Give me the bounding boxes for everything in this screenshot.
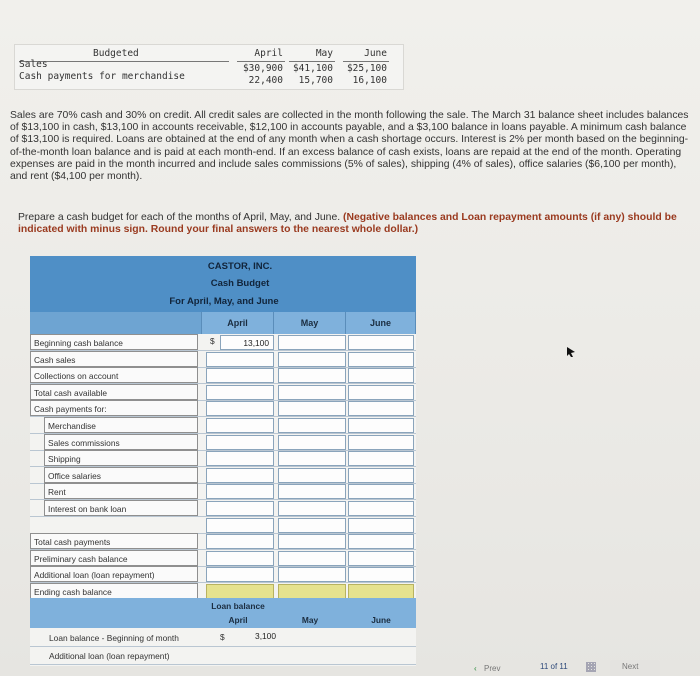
budget-month-may: May	[315, 48, 333, 59]
prev-button[interactable]: Prev	[484, 664, 501, 673]
budget-header-label: Budgeted	[93, 48, 139, 59]
amount-input[interactable]	[278, 335, 346, 350]
cash-budget-row	[30, 517, 416, 534]
task-bold-note: (Negative balances and Loan repayment amounts (if any) should be indicated with minus sign. Round your final answers to the nearest whole dollar.)	[18, 212, 677, 235]
budget-sales-may: $41,100	[292, 63, 333, 74]
cash-budget-row	[30, 533, 416, 550]
cash-budget-row	[30, 384, 416, 401]
amount-input[interactable]	[348, 451, 414, 466]
problem-description: Sales are 70% cash and 30% on credit. All credit sales are collected in the month following the sale. The March 31 balance sheet includes balances of $13,100 in cash, $13,100 in accounts receivable, $12,100 in accounts payable, and a $3,100 balance in loans payable. A minimum cash balance of $13,100 is required. Loans are obtained at the end of any month when a cash shortage occurs. Interest is 2% per month based on the beginning-of-the-month loan balance and is paid at each month-end. If an excess balance of cash exists, loans are repaid at the end of the month. Operating expenses are paid in the month incurred and include sales commissions (5% of sales), shipping (4% of sales), office salaries ($6,100 per month), and rent ($4,100 per month).	[10, 110, 689, 183]
amount-input[interactable]	[348, 584, 414, 599]
budget-period: For April, May, and June	[169, 296, 279, 307]
cash-budget-row	[30, 566, 416, 583]
amount-input[interactable]	[206, 501, 274, 516]
amount-input[interactable]	[206, 484, 274, 499]
loan-dollar-sign: $	[220, 632, 225, 642]
amount-input[interactable]	[278, 352, 346, 367]
cash-budget-row	[30, 367, 416, 384]
amount-input[interactable]	[206, 418, 274, 433]
amount-input[interactable]	[348, 418, 414, 433]
cash-budget-row	[30, 351, 416, 368]
row-label: Preliminary cash balance	[30, 550, 198, 566]
amount-input[interactable]	[348, 335, 414, 350]
amount-input[interactable]	[206, 385, 274, 400]
row-label: Interest on bank loan	[44, 500, 198, 516]
budget-month-june: June	[364, 48, 387, 59]
row-label: Cash sales	[30, 351, 198, 367]
col-head-june: June	[346, 312, 416, 334]
budget-merch-april: 22,400	[248, 75, 283, 86]
loan-row-beginning	[30, 630, 416, 647]
loan-beginning-april: 3,100	[255, 631, 276, 641]
amount-input[interactable]	[348, 567, 414, 582]
amount-input[interactable]	[278, 501, 346, 516]
amount-input[interactable]	[206, 534, 274, 549]
mouse-pointer-icon	[566, 346, 576, 358]
cash-budget-row	[30, 334, 416, 351]
dollar-sign: $	[210, 336, 215, 346]
amount-input[interactable]	[206, 435, 274, 450]
amount-input[interactable]	[348, 401, 414, 416]
amount-input[interactable]	[278, 435, 346, 450]
col-head-may: May	[274, 312, 346, 334]
amount-input[interactable]	[278, 368, 346, 383]
budget-title: Cash Budget	[210, 278, 270, 289]
amount-input[interactable]	[348, 368, 414, 383]
amount-input[interactable]	[348, 518, 414, 533]
loan-col-may: May	[274, 612, 346, 628]
amount-input[interactable]	[348, 484, 414, 499]
next-button[interactable]	[610, 660, 660, 676]
loan-section-title: Loan balance	[202, 598, 274, 614]
amount-input[interactable]	[348, 551, 414, 566]
budget-row-sales-label: Sales	[19, 59, 48, 70]
amount-input[interactable]	[348, 534, 414, 549]
amount-input[interactable]	[278, 385, 346, 400]
amount-input[interactable]	[206, 518, 274, 533]
row-label: Additional loan (loan repayment)	[30, 566, 198, 582]
prev-chevron-icon[interactable]: ‹	[474, 664, 477, 673]
row-label: Rent	[44, 483, 198, 499]
amount-input[interactable]	[206, 401, 274, 416]
cash-budget-form	[30, 256, 416, 666]
budget-merch-may: 15,700	[298, 75, 333, 86]
amount-input[interactable]	[206, 551, 274, 566]
amount-input[interactable]	[278, 534, 346, 549]
amount-input[interactable]	[278, 567, 346, 582]
budget-row-merch-label: Cash payments for merchandise	[19, 71, 185, 82]
row-label: Merchandise	[44, 417, 198, 433]
page-position: 11 of 11	[540, 662, 568, 671]
amount-input[interactable]	[206, 451, 274, 466]
amount-input[interactable]	[278, 451, 346, 466]
cash-budget-row	[30, 450, 416, 467]
amount-input[interactable]	[348, 352, 414, 367]
col-head-april: April	[202, 312, 274, 334]
amount-input[interactable]	[348, 468, 414, 483]
row-label: Ending cash balance	[30, 583, 198, 599]
loan-col-june: June	[346, 612, 416, 628]
next-button-label: Next	[622, 662, 639, 671]
cash-budget-row	[30, 434, 416, 451]
cash-budget-row	[30, 467, 416, 484]
amount-input[interactable]	[278, 584, 346, 599]
row-label: Beginning cash balance	[30, 334, 198, 350]
amount-input[interactable]	[278, 468, 346, 483]
budget-sales-june: $25,100	[346, 63, 387, 74]
company-name: CASTOR, INC.	[207, 261, 273, 272]
budget-month-april: April	[254, 48, 283, 59]
budget-sales-april: $30,900	[242, 63, 283, 74]
task-plain: Prepare a cash budget for each of the months of April, May, and June.	[18, 212, 343, 223]
cash-budget-row	[30, 417, 416, 434]
loan-row-additional-label: Additional loan (loan repayment)	[49, 651, 170, 661]
loan-row-additional	[30, 648, 416, 665]
amount-input[interactable]	[206, 352, 274, 367]
amount-input[interactable]	[206, 468, 274, 483]
row-label: Cash payments for:	[30, 400, 198, 416]
row-label	[30, 517, 198, 533]
amount-input[interactable]	[278, 484, 346, 499]
row-label: Total cash payments	[30, 533, 198, 549]
cash-budget-row	[30, 550, 416, 567]
task-instructions	[18, 212, 688, 236]
cash-budget-header	[30, 256, 416, 312]
budget-merch-june: 16,100	[352, 75, 387, 86]
row-label: Total cash available	[30, 384, 198, 400]
row-label: Collections on account	[30, 367, 198, 383]
row-label: Shipping	[44, 450, 198, 466]
pager	[470, 660, 690, 676]
amount-input[interactable]	[278, 401, 346, 416]
beginning-cash-april: 13,100	[243, 338, 269, 348]
amount-input[interactable]	[278, 418, 346, 433]
amount-input[interactable]	[206, 368, 274, 383]
amount-input[interactable]	[278, 518, 346, 533]
cash-budget-row	[30, 500, 416, 517]
amount-input[interactable]	[348, 435, 414, 450]
amount-input[interactable]	[348, 385, 414, 400]
loan-row-beginning-label: Loan balance - Beginning of month	[49, 633, 179, 643]
amount-input[interactable]	[206, 567, 274, 582]
amount-input[interactable]	[220, 335, 274, 350]
loan-col-april: April	[202, 612, 274, 628]
amount-input[interactable]	[348, 501, 414, 516]
amount-input[interactable]	[206, 584, 274, 599]
cash-budget-row	[30, 483, 416, 500]
cash-budget-row	[30, 400, 416, 417]
question-grid-icon[interactable]	[586, 662, 596, 672]
budget-table	[14, 44, 404, 90]
row-label: Office salaries	[44, 467, 198, 483]
amount-input[interactable]	[278, 551, 346, 566]
row-label: Sales commissions	[44, 434, 198, 450]
